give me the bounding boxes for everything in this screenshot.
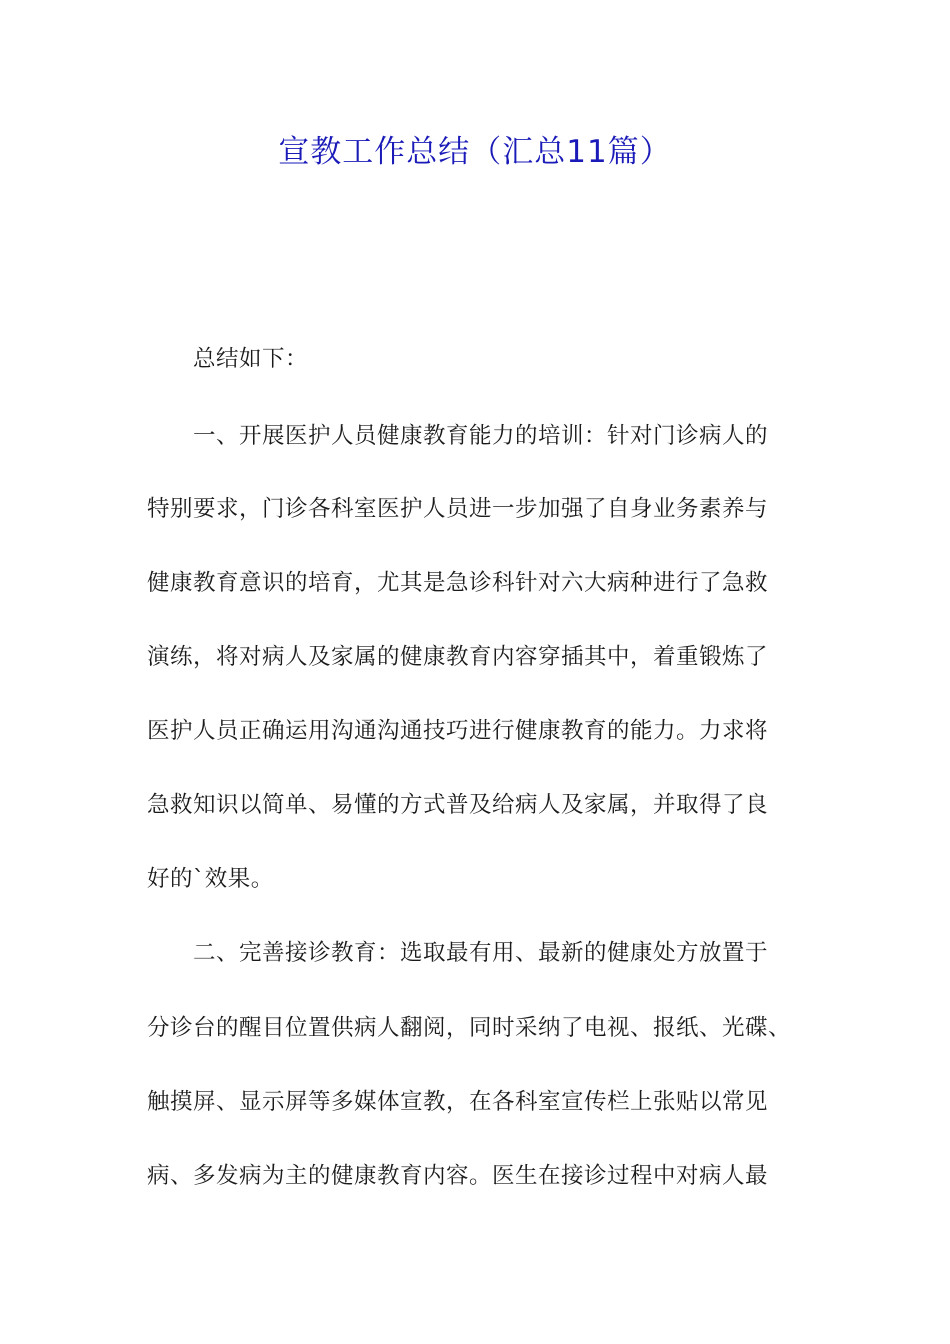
paragraph-1-line-6: 急救知识以简单、易懂的方式普及给病人及家属，并取得了良	[147, 792, 769, 818]
paragraph-1-line-7: 好的`效果。	[147, 866, 274, 892]
paragraph-1-line-3: 健康教育意识的培育，尤其是急诊科针对六大病种进行了急救	[147, 570, 769, 596]
paragraph-2-line-3: 触摸屏、显示屏等多媒体宣教，在各科室宣传栏上张贴以常见	[147, 1089, 769, 1115]
paragraph-1-line-2: 特别要求，门诊各科室医护人员进一步加强了自身业务素养与	[147, 496, 769, 522]
paragraph-2-line-2: 分诊台的醒目位置供病人翻阅，同时采纳了电视、报纸、光碟、	[147, 1015, 792, 1041]
document-title: 宣教工作总结（汇总11篇）	[278, 134, 672, 170]
paragraph-1-line-5: 医护人员正确运用沟通沟通技巧进行健康教育的能力。力求将	[147, 718, 769, 744]
paragraph-1-line-1: 一、开展医护人员健康教育能力的培训：针对门诊病人的	[193, 423, 769, 449]
paragraph-2-line-4: 病、多发病为主的健康教育内容。医生在接诊过程中对病人最	[147, 1163, 769, 1189]
paragraph-2-line-1: 二、完善接诊教育：选取最有用、最新的健康处方放置于	[193, 940, 769, 966]
paragraph-1-line-4: 演练，将对病人及家属的健康教育内容穿插其中，着重锻炼了	[147, 644, 769, 670]
paragraph-intro: 总结如下：	[193, 346, 309, 372]
